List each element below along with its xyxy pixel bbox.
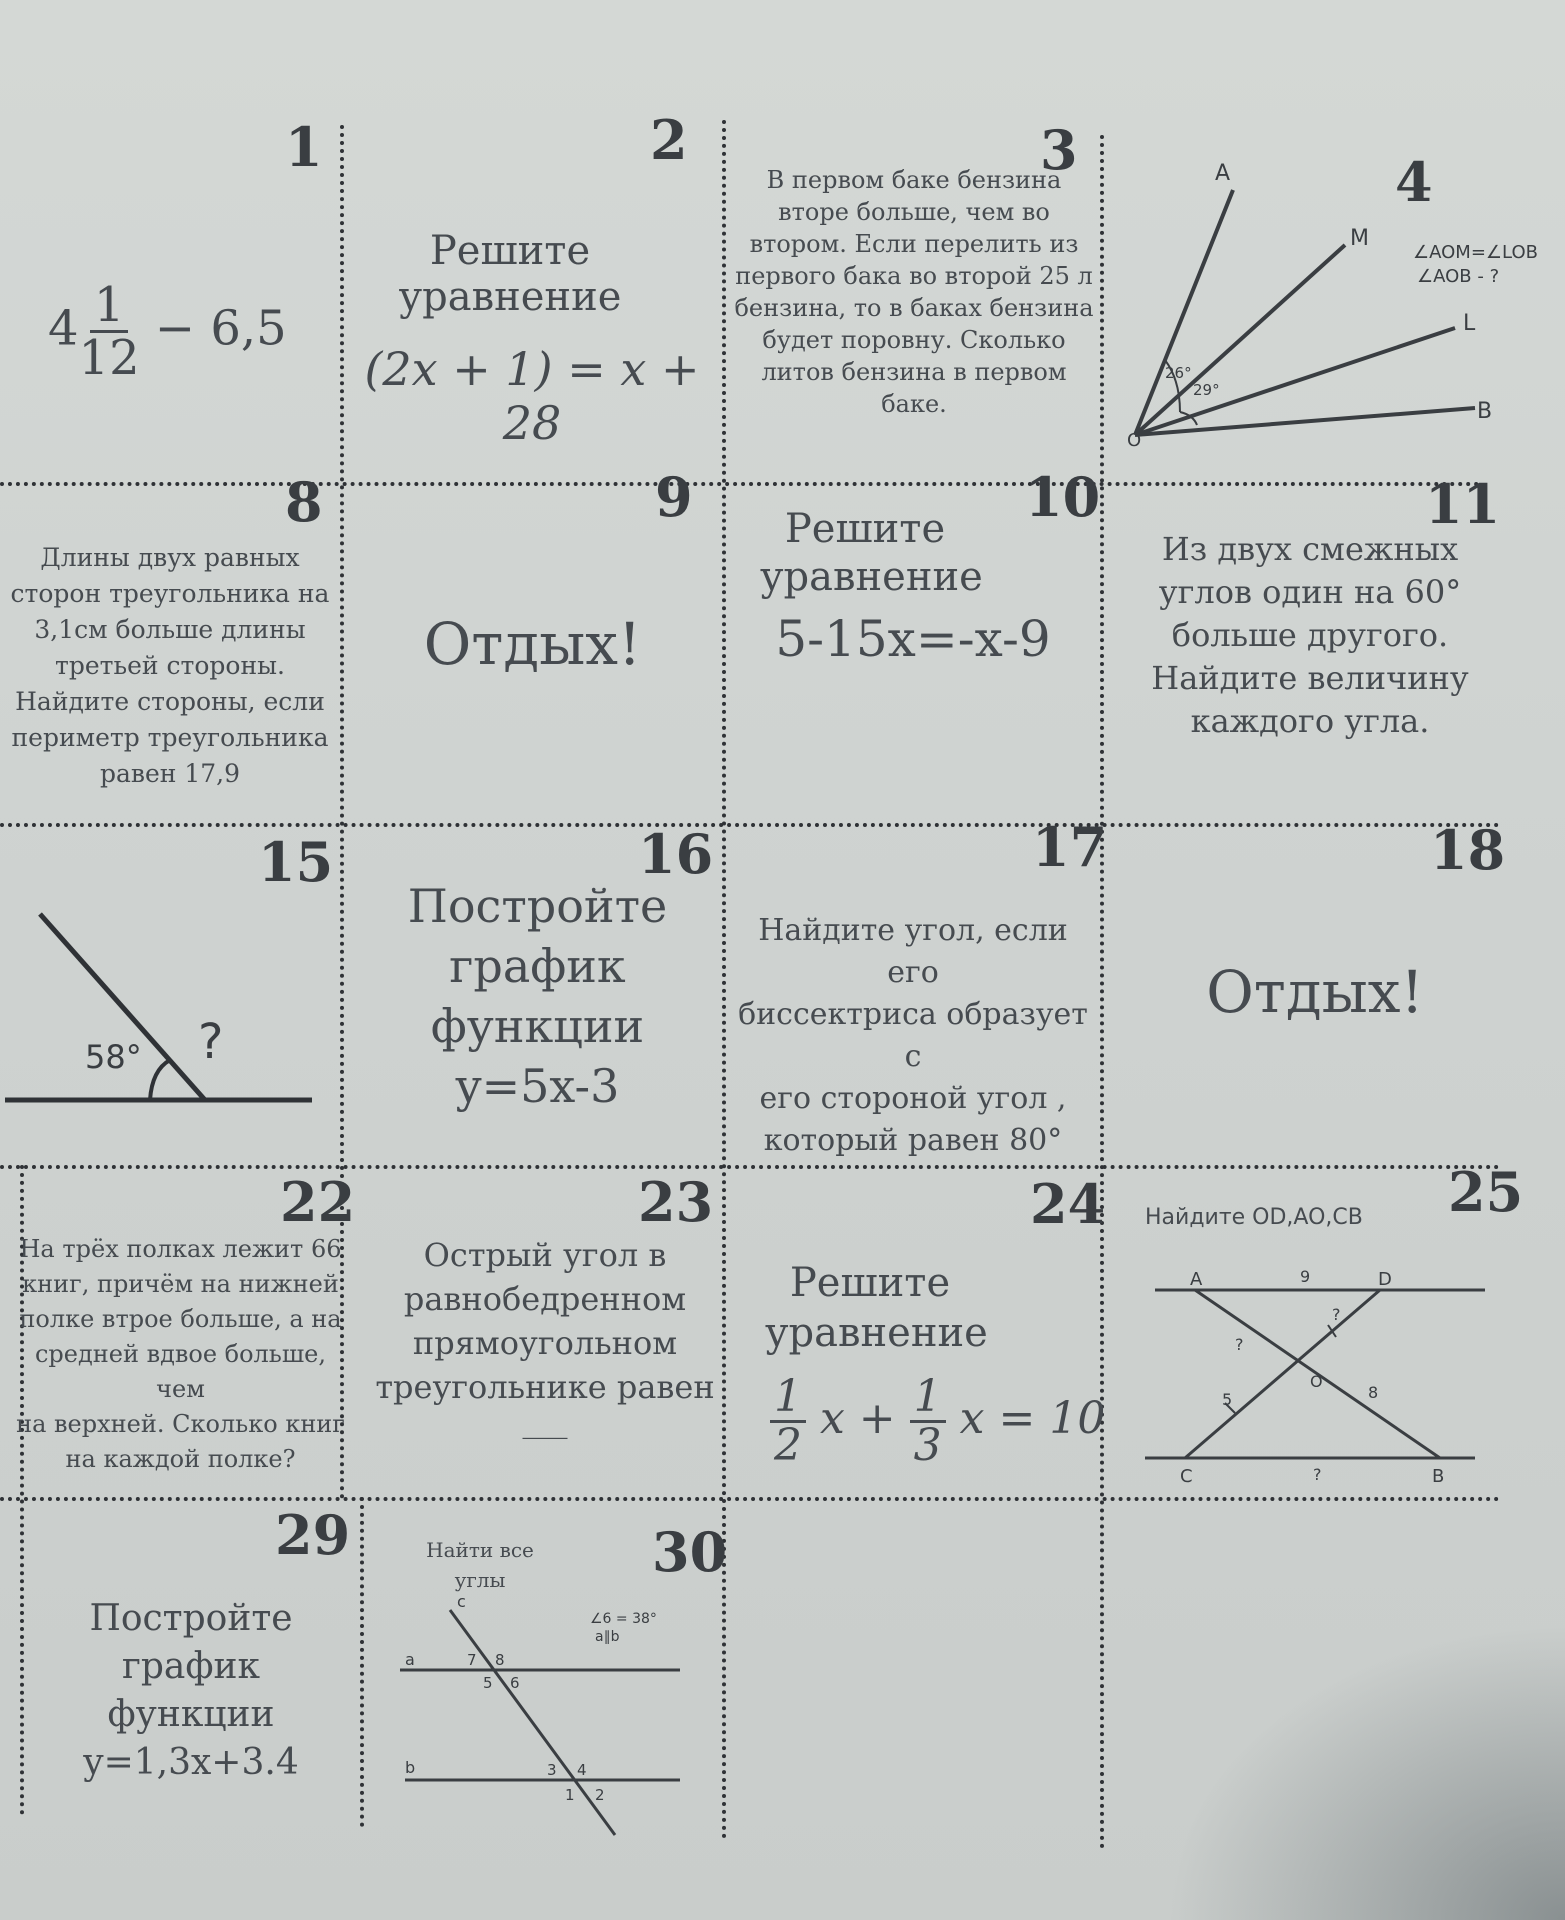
- task-text: [8, 1232, 353, 1477]
- grid-line: [0, 1165, 1500, 1169]
- cell-number: 9: [655, 465, 693, 529]
- parallel-lines-diagram: [395, 1595, 695, 1840]
- equation: (2x + 1) = x + 28: [364, 342, 700, 450]
- equation: [770, 1371, 1106, 1472]
- text-line: каждого угла.: [1190, 702, 1430, 740]
- note: a∥b: [595, 1629, 620, 1645]
- denominator: 2: [774, 1420, 802, 1472]
- segment-label: 8: [1368, 1383, 1379, 1402]
- text-line: третьей стороны.: [55, 651, 285, 680]
- shadow: [1165, 1620, 1565, 1920]
- segment-label: ?: [1332, 1305, 1341, 1324]
- angle-label: 29°: [1193, 381, 1220, 399]
- text-line: на верхней. Сколько книг: [16, 1410, 345, 1438]
- heading-line: Решите: [429, 228, 591, 274]
- text-line: Длины двух равных: [40, 543, 300, 572]
- task-text: [728, 910, 1098, 1162]
- text-line: функции: [107, 1694, 275, 1735]
- segment-label: ?: [1313, 1465, 1322, 1484]
- cell-number: 29: [275, 1503, 351, 1567]
- cell-number: 2: [650, 108, 688, 172]
- cell-number: 25: [1448, 1160, 1524, 1224]
- text-line: функции: [430, 999, 645, 1053]
- fraction: [78, 277, 140, 387]
- angle-number: 7: [467, 1651, 477, 1669]
- text-line: Найдите угол, если его: [758, 913, 1068, 990]
- text-line: сторон треугольника на: [10, 579, 330, 608]
- angle-label: 26°: [1165, 364, 1192, 382]
- text-line: его стороной угол ,: [759, 1081, 1067, 1116]
- segment-label: ?: [1235, 1335, 1244, 1354]
- text-line: на каждой полке?: [65, 1445, 296, 1473]
- angle-number: 4: [577, 1761, 587, 1779]
- text-line: y=5x-3: [455, 1059, 620, 1113]
- angle-number: 2: [595, 1786, 605, 1804]
- cell-number: 23: [638, 1170, 714, 1234]
- text-line: средней вдвое больше, чем: [34, 1340, 327, 1403]
- line-label: c: [457, 1595, 466, 1611]
- fraction: [770, 1371, 806, 1472]
- text-line: втором. Если перелить из: [749, 230, 1079, 258]
- equation-part: x +: [820, 1393, 896, 1445]
- cell-number: 22: [280, 1170, 356, 1234]
- task-title: [410, 1535, 550, 1595]
- expression-rest: − 6,5: [154, 300, 287, 357]
- angle-number: 5: [483, 1674, 493, 1692]
- grid-line: [0, 1497, 1500, 1501]
- answer-blank: ___: [522, 1405, 568, 1440]
- cell-number: 24: [1030, 1172, 1106, 1236]
- heading-line: уравнение: [398, 274, 622, 320]
- text-line: Из двух смежных: [1161, 530, 1459, 568]
- text-line: вторе больше, чем во: [778, 198, 1050, 226]
- equation-part: x = 10: [959, 1393, 1106, 1445]
- grid-line: [1100, 135, 1104, 1850]
- angle-number: 8: [495, 1651, 505, 1669]
- task-title: Найдите OD,AO,CB: [1145, 1205, 1363, 1230]
- angle-diagram: [1105, 150, 1565, 450]
- text-line: Острый угол в: [423, 1236, 667, 1274]
- whole-part: 4: [48, 300, 79, 357]
- task-text: [370, 1233, 720, 1409]
- text-line: который равен 80°: [763, 1123, 1063, 1158]
- cell-number: 1: [285, 115, 323, 179]
- rest-text: Отдых!: [1206, 958, 1424, 1026]
- angle-number: 1: [565, 1786, 575, 1804]
- text-line: углов один на 60°: [1158, 573, 1462, 611]
- numerator: 1: [910, 1374, 946, 1423]
- text-line: В первом баке бензина: [766, 166, 1062, 194]
- cell-number: 11: [1425, 472, 1501, 536]
- note: ∠AOM=∠LOB: [1413, 242, 1538, 263]
- text-line: больше другого.: [1171, 616, 1449, 654]
- label-c: C: [1180, 1466, 1193, 1487]
- cell-number: 17: [1032, 815, 1108, 879]
- cell-number: 3: [1040, 118, 1078, 182]
- text-line: y=1,3x+3.4: [83, 1742, 299, 1783]
- text-line: график: [449, 939, 626, 993]
- label-b: B: [1477, 399, 1493, 424]
- rest-text: Отдых!: [423, 610, 642, 678]
- heading-line: Решите: [789, 1260, 951, 1306]
- text-line: биссектриса образует с: [738, 997, 1088, 1074]
- angle-label: 58°: [85, 1038, 142, 1076]
- cell-number: 18: [1430, 818, 1506, 882]
- label-d: D: [1378, 1269, 1392, 1290]
- text-line: Найдите величину: [1151, 659, 1469, 697]
- numerator: 1: [90, 280, 129, 333]
- heading-line: уравнение: [760, 554, 983, 600]
- label-o: O: [1127, 430, 1142, 450]
- task-heading: [760, 505, 983, 601]
- line-label: b: [405, 1758, 416, 1777]
- denominator: 12: [78, 330, 140, 387]
- fraction: [910, 1371, 946, 1472]
- expression: [48, 277, 287, 387]
- text-line: Постройте: [407, 879, 668, 933]
- text-line: Найдите стороны, если: [15, 687, 325, 716]
- text-line: будет поровну. Сколько: [762, 326, 1066, 354]
- text-line: Постройте график: [89, 1598, 293, 1687]
- text-line: 3,1см больше длины: [34, 615, 306, 644]
- line-label: a: [405, 1650, 415, 1669]
- title-line: Найти все: [426, 1538, 534, 1562]
- angle-number: 3: [547, 1761, 557, 1779]
- cell-number: 10: [1025, 465, 1101, 529]
- cell-number: 4: [1395, 150, 1433, 214]
- task-text: [0, 540, 340, 792]
- text-line: На трёх полках лежит 66: [19, 1235, 342, 1263]
- label-a: A: [1190, 1269, 1203, 1290]
- label-m: M: [1350, 226, 1369, 251]
- task-text: [22, 1595, 360, 1787]
- label-b: B: [1432, 1466, 1445, 1487]
- text-line: книг, причём на нижней: [22, 1270, 339, 1298]
- task-text: [1110, 528, 1510, 743]
- angle-number: 6: [510, 1674, 520, 1692]
- cell-number: 8: [285, 470, 323, 534]
- text-line: прямоугольном: [412, 1324, 678, 1362]
- label-l: L: [1463, 311, 1476, 336]
- cell-number: 30: [652, 1520, 728, 1584]
- text-line: равнобедренном: [403, 1280, 687, 1318]
- equation: 5-15x=-x-9: [775, 610, 1051, 668]
- heading-line: уравнение: [765, 1310, 988, 1356]
- grid-line: [0, 482, 1480, 486]
- task-heading: [765, 1258, 988, 1358]
- text-line: равен 17,9: [99, 759, 241, 788]
- segment-label: 9: [1300, 1267, 1311, 1286]
- cell-number: 15: [258, 830, 334, 894]
- cell-number: 16: [638, 822, 714, 886]
- question-mark: ?: [198, 1014, 224, 1070]
- label-o: O: [1310, 1372, 1323, 1391]
- text-line: треугольнике равен: [375, 1368, 715, 1406]
- numerator: 1: [770, 1374, 806, 1423]
- text-line: периметр треугольника: [11, 723, 329, 752]
- label-a: A: [1215, 161, 1231, 186]
- task-text: [350, 876, 725, 1116]
- segment-label: 5: [1222, 1390, 1233, 1409]
- text-line: первого бака во второй 25 л: [735, 262, 1093, 290]
- title-line: углы: [454, 1568, 506, 1592]
- text-line: полке втрое больше, а на: [19, 1305, 342, 1333]
- text-line: баке.: [881, 390, 947, 418]
- denominator: 3: [913, 1420, 942, 1472]
- text-line: литов бензина в первом: [761, 358, 1067, 386]
- grid-line: [0, 823, 1500, 827]
- heading-line: Решите: [784, 506, 946, 552]
- task-text: [728, 164, 1100, 420]
- text-line: бензина, то в баках бензина: [734, 294, 1094, 322]
- geometry-diagram: [1140, 1250, 1490, 1490]
- task-heading: [345, 228, 675, 320]
- grid-line: [360, 1497, 364, 1827]
- angle-diagram: [0, 900, 330, 1120]
- note: ∠6 = 38°: [590, 1611, 657, 1627]
- note: ∠AOB - ?: [1417, 266, 1500, 287]
